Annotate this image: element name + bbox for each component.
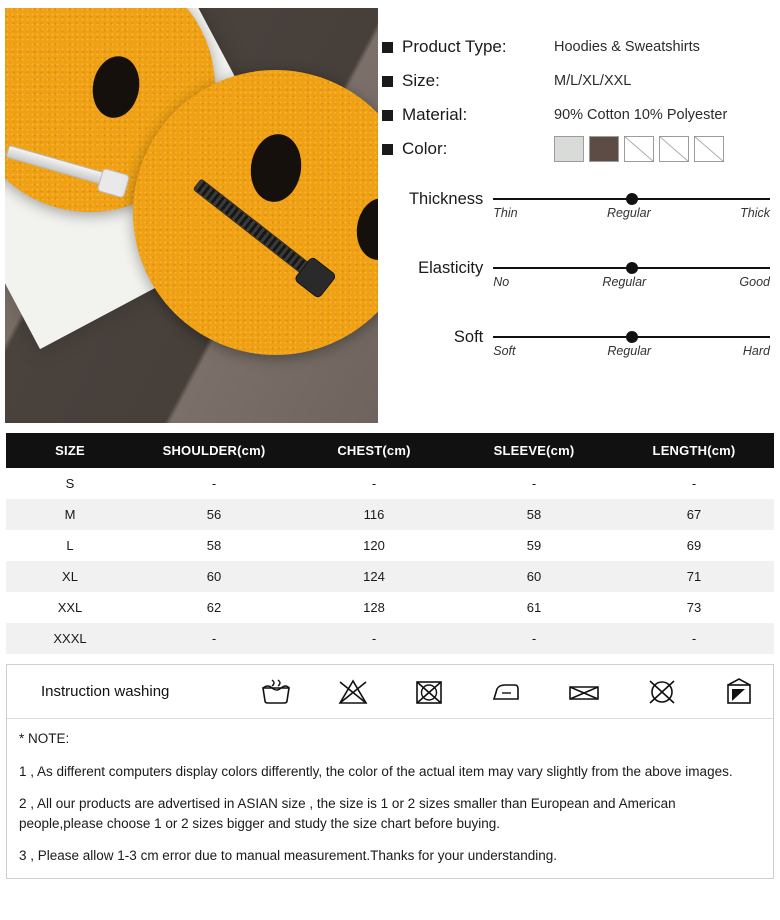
cell-size: L (66, 538, 74, 553)
spec-row-color (382, 132, 770, 166)
spec-label: Size: (402, 71, 440, 90)
slider-tick-left: Thin (493, 205, 518, 220)
slider-tick-right: Hard (742, 343, 770, 358)
cell-length: 73 (686, 600, 702, 615)
slider-track[interactable] (493, 184, 770, 220)
table-row (6, 561, 774, 592)
spec-value: M/L/XL/XXL (554, 73, 632, 89)
top-section (0, 0, 780, 425)
table-row (6, 623, 774, 654)
square-bullet-icon (382, 110, 393, 121)
cell-shoulder: 58 (206, 538, 222, 553)
spec-list (382, 30, 770, 166)
note-line-2: 2 , All our products are advertised in ASIAN size , the size is 1 or 2 sizes smaller than European and American people,please choose 1 or 2 sizes bigger and study the size chart before buying. (19, 796, 676, 831)
dry-in-shade-icon (723, 677, 755, 707)
slider-knob[interactable] (626, 262, 638, 274)
slider-track[interactable] (493, 322, 770, 358)
cell-sleeve: - (531, 631, 537, 646)
cell-length: 71 (686, 569, 702, 584)
spec-row-material (382, 98, 770, 132)
table-row (6, 530, 774, 561)
col-header-size: SIZE (6, 433, 134, 468)
color-swatch-dark-brown[interactable] (589, 136, 619, 162)
size-chart-table (6, 433, 774, 654)
cell-chest: - (371, 476, 377, 491)
cell-chest: 128 (363, 600, 385, 615)
slider-elasticity (378, 253, 770, 322)
washing-instruction-row (7, 665, 773, 719)
iron-low-heat-icon (489, 677, 523, 707)
note-title: * NOTE: (19, 731, 70, 746)
table-header-row (6, 433, 774, 468)
square-bullet-icon (382, 144, 393, 155)
washing-title: Instruction washing (41, 683, 170, 700)
slider-tick-left: No (493, 274, 510, 289)
spec-panel (378, 0, 778, 425)
spec-row-product-type (382, 30, 770, 64)
cell-sleeve: 60 (526, 569, 542, 584)
product-photo (5, 8, 378, 423)
cell-chest: 120 (363, 538, 385, 553)
cell-shoulder: - (211, 476, 217, 491)
cell-length: - (691, 476, 697, 491)
slider-tick-right: Thick (740, 205, 770, 220)
slider-tick-labels (493, 344, 770, 358)
slider-tick-left: Soft (493, 343, 516, 358)
hand-wash-icon (259, 677, 293, 707)
cell-sleeve: 61 (526, 600, 542, 615)
table-row (6, 592, 774, 623)
slider-tick-labels (493, 206, 770, 220)
color-swatch-empty-1[interactable] (624, 136, 654, 162)
cell-chest: 116 (363, 507, 385, 522)
cell-shoulder: 56 (206, 507, 222, 522)
slider-tick-center: Regular (606, 205, 651, 220)
note-section (7, 719, 773, 878)
cell-shoulder: 62 (206, 600, 222, 615)
slider-soft (378, 322, 770, 391)
square-bullet-icon (382, 76, 393, 87)
do-not-wring-icon (566, 677, 602, 707)
spec-label: Material: (402, 105, 468, 124)
table-row (6, 499, 774, 530)
care-and-note-box (6, 664, 774, 879)
note-line-3: 3 , Please allow 1-3 cm error due to manual measurement.Thanks for your understanding. (19, 848, 558, 864)
slider-label: Elasticity (418, 259, 484, 277)
note-line-1: 1 , As different computers display colors differently, the color of the actual item may vary slightly from the above images. (19, 763, 733, 779)
slider-tick-labels (493, 275, 770, 289)
slider-tick-right: Good (739, 274, 770, 289)
color-swatch-list (554, 136, 724, 162)
cell-length: - (691, 631, 697, 646)
slider-label: Soft (453, 328, 484, 346)
size-chart-head (6, 433, 774, 468)
cell-size: XXL (57, 600, 83, 615)
slider-thickness (378, 184, 770, 253)
cell-chest: - (371, 631, 377, 646)
spec-value: 90% Cotton 10% Polyester (554, 107, 728, 123)
table-row (6, 468, 774, 499)
cell-size: XXXL (53, 631, 87, 646)
do-not-tumble-dry-icon (412, 677, 446, 707)
slider-knob[interactable] (626, 331, 638, 343)
cell-length: 67 (686, 507, 702, 522)
color-swatch-empty-2[interactable] (659, 136, 689, 162)
cell-sleeve: - (531, 476, 537, 491)
cell-length: 69 (686, 538, 702, 553)
do-not-dry-clean-icon (644, 677, 680, 707)
size-chart-body (6, 468, 774, 654)
cell-size: M (64, 507, 76, 522)
washing-icon-list (259, 677, 761, 707)
slider-knob[interactable] (626, 193, 638, 205)
spec-label: Color: (402, 139, 448, 158)
slider-label: Thickness (408, 190, 484, 208)
color-swatch-empty-3[interactable] (694, 136, 724, 162)
slider-tick-center: Regular (602, 274, 647, 289)
col-header-chest: CHEST(cm) (294, 433, 454, 468)
cell-size: S (65, 476, 75, 491)
cell-shoulder: - (211, 631, 217, 646)
col-header-sleeve: SLEEVE(cm) (454, 433, 614, 468)
col-header-shoulder: SHOULDER(cm) (134, 433, 294, 468)
col-header-length: LENGTH(cm) (614, 433, 774, 468)
square-bullet-icon (382, 42, 393, 53)
slider-track[interactable] (493, 253, 770, 289)
spec-row-size (382, 64, 770, 98)
cell-sleeve: 59 (526, 538, 542, 553)
cell-shoulder: 60 (206, 569, 222, 584)
cell-sleeve: 58 (526, 507, 542, 522)
cell-size: XL (62, 569, 78, 584)
cell-chest: 124 (363, 569, 385, 584)
attribute-sliders (378, 184, 770, 391)
spec-label: Product Type: (402, 37, 507, 56)
slider-tick-center: Regular (607, 343, 652, 358)
do-not-bleach-icon (336, 677, 370, 707)
color-swatch-light-grey[interactable] (554, 136, 584, 162)
spec-value: Hoodies & Sweatshirts (554, 39, 700, 55)
